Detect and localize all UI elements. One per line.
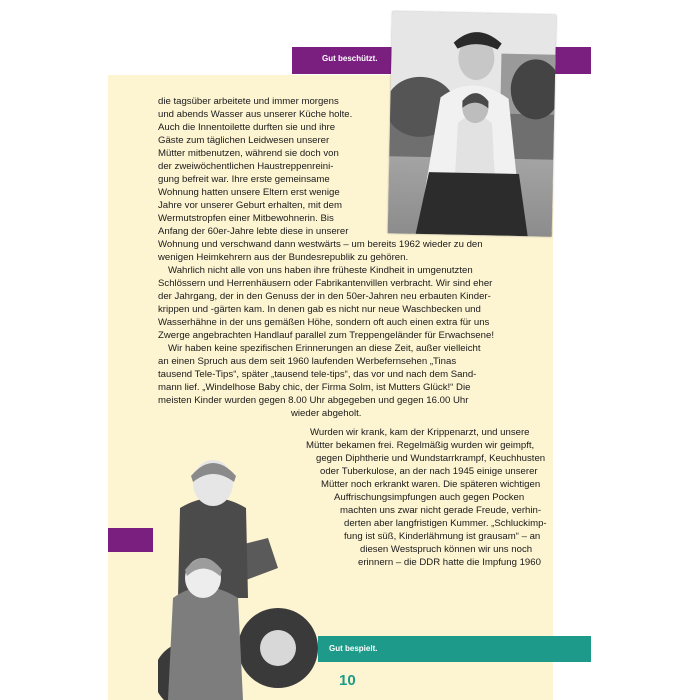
body-text-line: Zwerge angebrachten Handlauf parallel zum Treppengeländer für Erwachsene!	[158, 330, 494, 341]
page-number: 10	[339, 672, 356, 689]
body-text-line: Gäste zum täglichen Leidwesen unserer	[158, 135, 330, 146]
body-text-line: Wir haben keine spezifischen Erinnerungen an diese Zeit, außer vielleicht	[168, 343, 481, 354]
body-text-line: wenigen Heimkehrern aus der Bundesrepublik zu gehören.	[158, 252, 409, 263]
body-text-line: fung ist süß, Kinderlähmung ist grausam“ – an	[344, 531, 541, 542]
body-text-line: an einen Spruch aus dem seit 1960 laufenden Werbefernsehen „Tinas	[158, 356, 457, 367]
body-text-line: meisten Kinder wurden gegen 8.00 Uhr abgegeben und gegen 16.00 Uhr	[158, 395, 469, 406]
body-text-line: mann lief. „Windelhose Baby chic, der Firma Solm, ist Mutters Glück!“ Die	[158, 382, 471, 393]
body-text-line: Wohnung und verschwand dann westwärts – um bereits 1962 wieder zu den	[158, 239, 483, 250]
body-text-line: tausend Tele-Tips“, später „tausend tele-tips“, das vor und nach dem Sand-	[158, 369, 477, 380]
body-text-line: derten aber langfristigen Kummer. „Schluckimp-	[344, 518, 547, 529]
body-text-line: Wurden wir krank, kam der Krippenarzt, und unsere	[310, 427, 530, 438]
body-text-line: erinnern – die DDR hatte die Impfung 1960	[358, 557, 541, 568]
body-text-line: Auch die Innentoilette durften sie und ihre	[158, 122, 336, 133]
body-text-line: diesen Westspruch können wir uns noch	[360, 544, 533, 555]
body-text-line: Mütter noch erkrankt waren. Die späteren wichtigen	[321, 479, 541, 490]
body-text-line: die tagsüber arbeitete und immer morgens	[158, 96, 339, 107]
body-text-line: machten uns zwar nicht gerade Freude, verhin-	[340, 505, 542, 516]
left-accent-band	[108, 528, 153, 552]
photo-father-daughter	[388, 11, 557, 236]
body-text-line: Wohnung hatten unsere Eltern erst wenige	[158, 187, 340, 198]
book-page	[108, 0, 591, 700]
body-text-line: Wasserhähne in der uns gemäßen Höhe, sondern oft auch einen extra für uns	[158, 317, 490, 328]
body-text-line: oder Tuberkulose, an der nach 1945 einige unserer	[320, 466, 538, 477]
body-text-line: Jahre vor unserer Geburt erhalten, mit dem	[158, 200, 342, 211]
footer-band	[318, 636, 591, 662]
body-text-line: gegen Diphtherie und Wundstarrkrampf, Keuchhusten	[316, 453, 546, 464]
body-text-line: krippen und -gärten kam. In denen gab es nicht nur neue Waschbecken und	[158, 304, 481, 315]
body-text-line: der zweiwöchentlichen Haustreppenreini-	[158, 161, 334, 172]
header-label: Gut beschützt.	[322, 54, 378, 63]
body-text-line: Mütter mitbenutzen, während sie doch von	[158, 148, 339, 159]
body-text-line: wieder abgeholt.	[291, 408, 362, 419]
body-text-line: Schlössern und Herrenhäusern oder Fabrikantenvillen verbracht. Wir sind eher	[158, 278, 493, 289]
body-text-line: Auffrischungsimpfungen auch gegen Pocken	[334, 492, 525, 503]
body-text-line: Wahrlich nicht alle von uns haben ihre früheste Kindheit in umgenutzten	[168, 265, 473, 276]
body-text-line: gung befreit war. Ihre erste gemeinsame	[158, 174, 330, 185]
photo-children-scooter	[158, 448, 328, 700]
body-text-line: Mütter bekamen frei. Regelmäßig wurden wir geimpft,	[306, 440, 535, 451]
body-text-line: Anfang der 60er-Jahre lebte diese in unserer	[158, 226, 349, 237]
body-text-line: Wermutstropfen einer Mitbewohnerin. Bis	[158, 213, 334, 224]
body-text-line: und abends Wasser aus unserer Küche holte.	[158, 109, 353, 120]
footer-label: Gut bespielt.	[329, 644, 378, 653]
body-text-line: der Jahrgang, der in den Genuss der in den 50er-Jahren neu erbauten Kinder-	[158, 291, 491, 302]
